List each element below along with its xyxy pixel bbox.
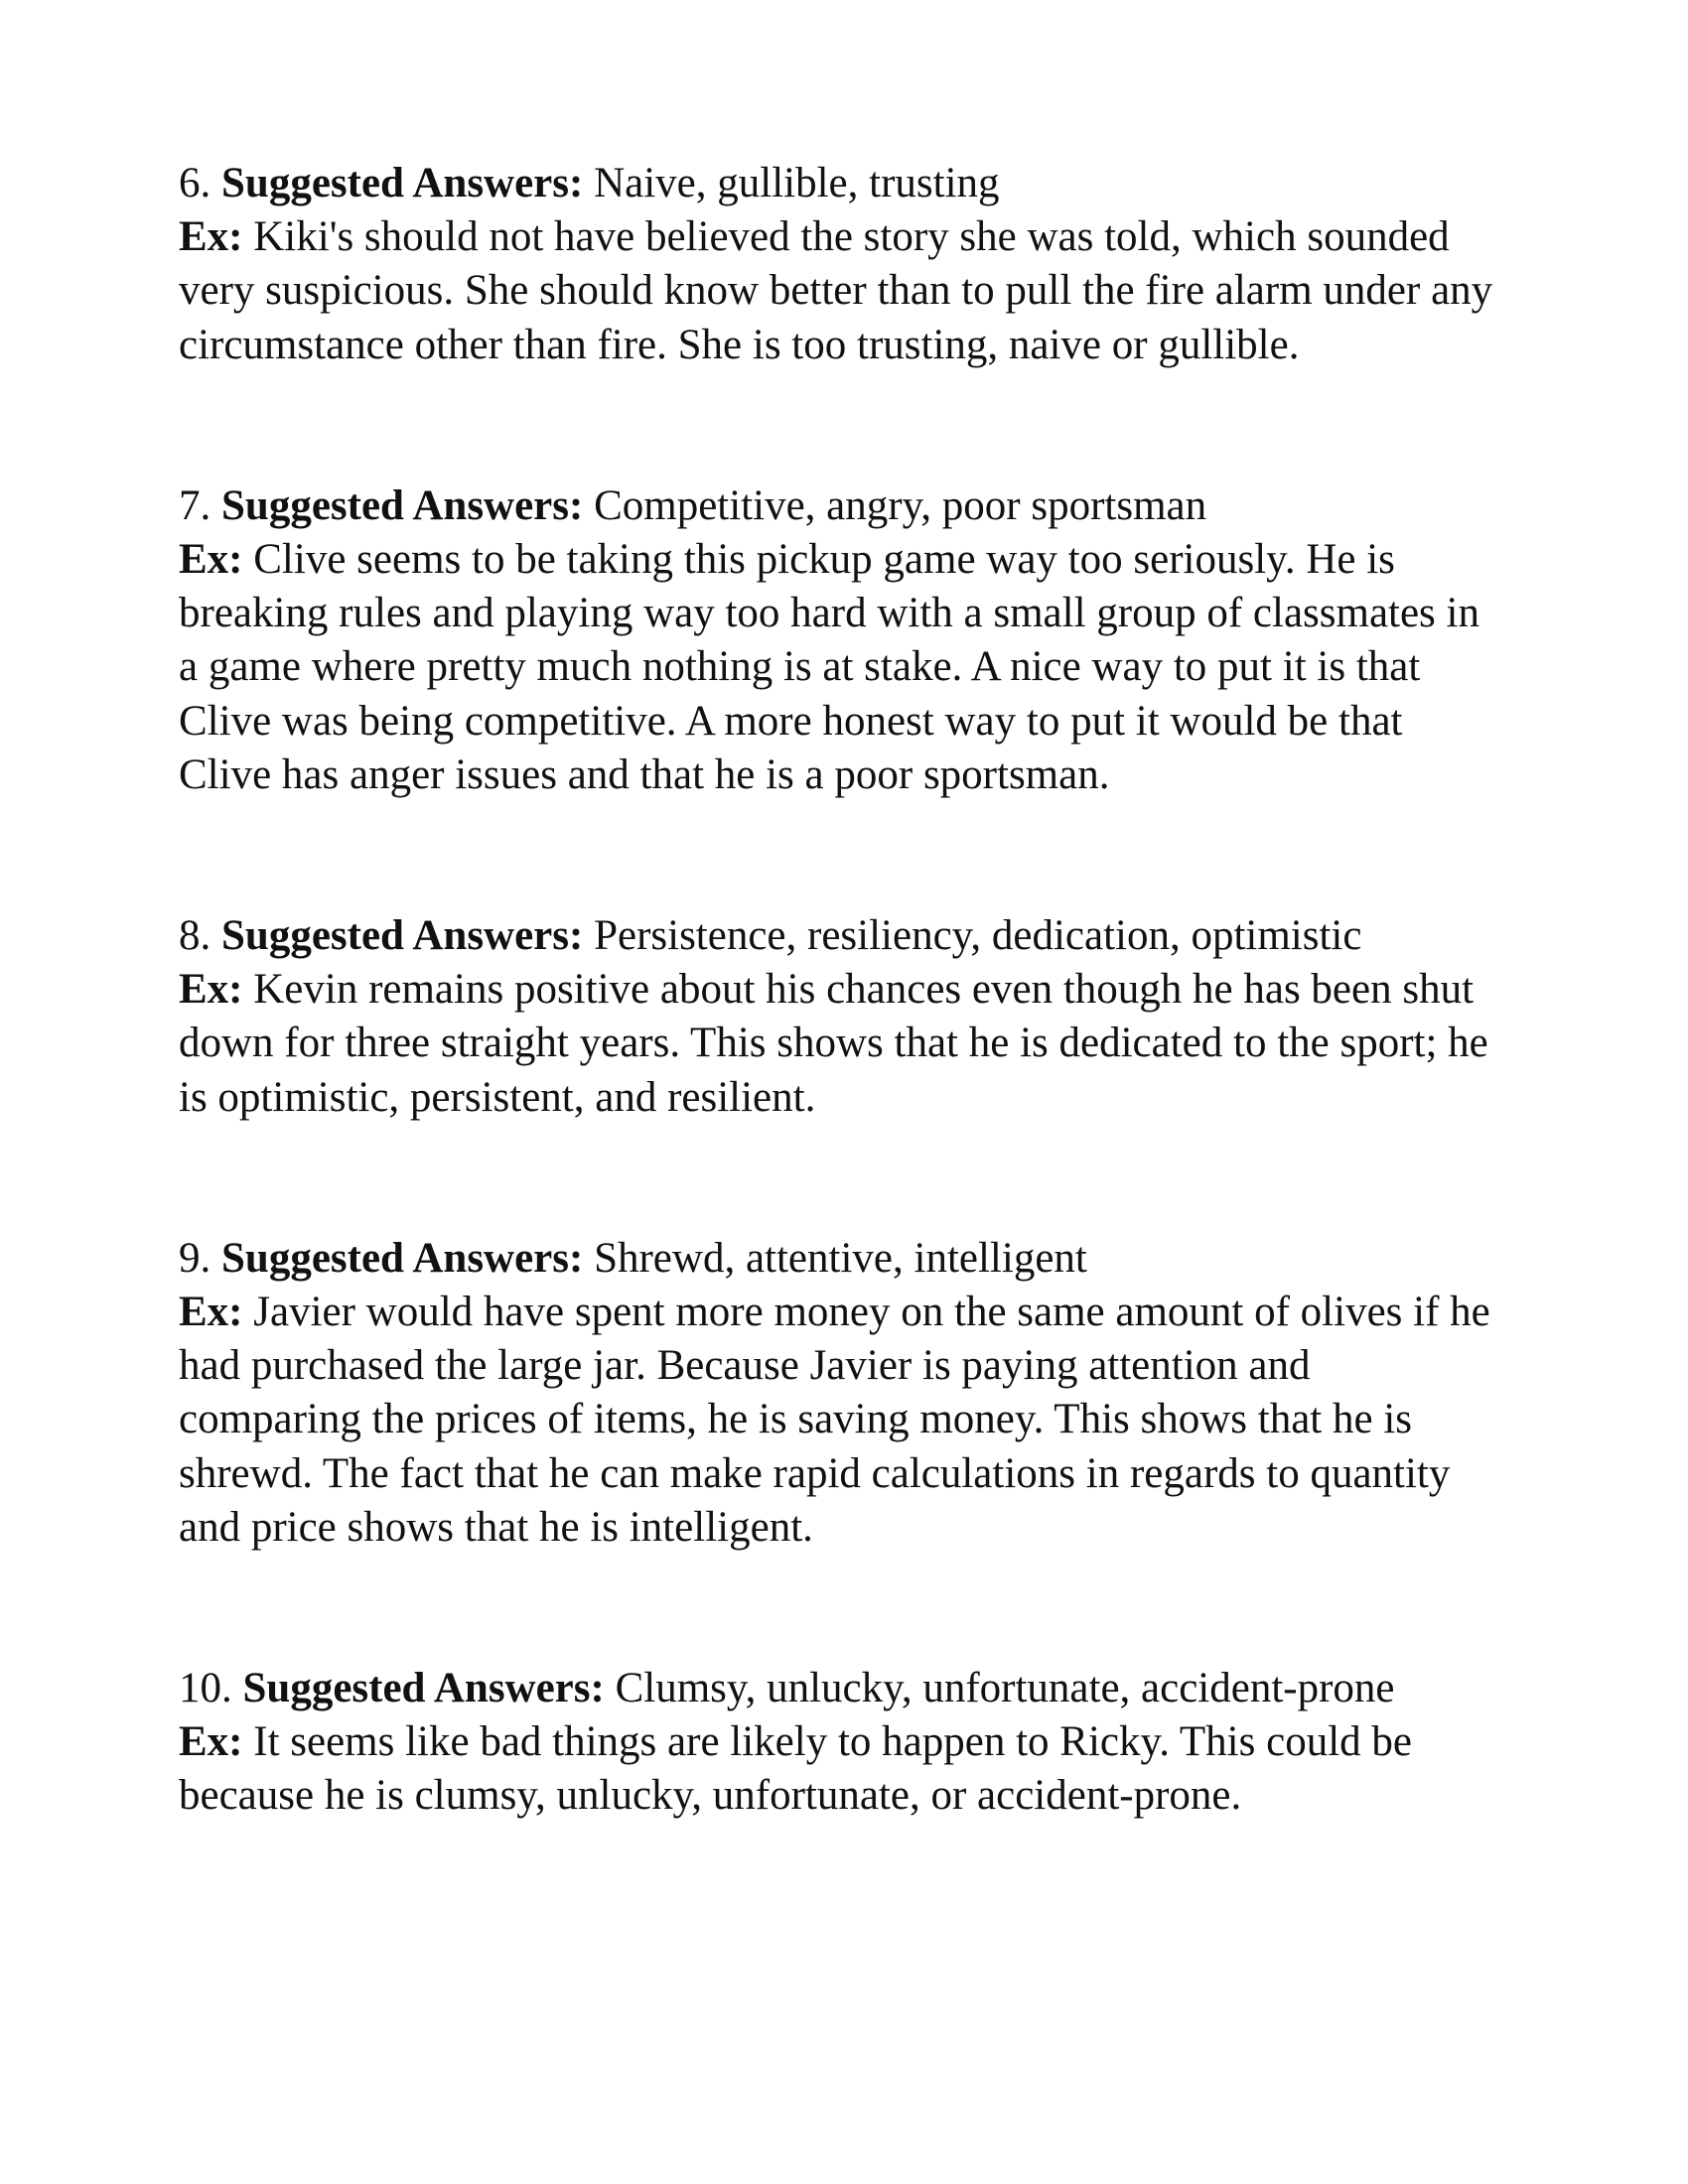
suggested-answers-label: Suggested Answers: xyxy=(221,160,584,206)
ex-label: Ex: xyxy=(179,1289,243,1336)
suggested-answers-label: Suggested Answers: xyxy=(221,1234,584,1282)
suggested-answers-line xyxy=(179,157,1499,210)
answer-9 xyxy=(179,1232,1499,1555)
suggested-answers-label: Suggested Answers: xyxy=(221,481,584,529)
ex-label: Ex: xyxy=(179,213,243,261)
question-number: 10. xyxy=(179,1665,232,1712)
ex-label: Ex: xyxy=(179,966,243,1014)
suggested-answers-text: Competitive, angry, poor sportsman xyxy=(594,481,1207,529)
answer-6 xyxy=(179,157,1499,372)
answer-10 xyxy=(179,1662,1499,1824)
suggested-answers-label: Suggested Answers: xyxy=(221,912,584,960)
answer-8 xyxy=(179,909,1499,1125)
explanation-text: Javier would have spent more money on the same amount of olives if he had purchased the large jar. Because Javier is paying attention and comparing the prices of items, he is saving money. This shows that he is shrewd. The fact that he can make rapid calculations in regards to quantity and price shows that he is intelligent. xyxy=(179,1289,1490,1551)
suggested-answers-text: Naive, gullible, trusting xyxy=(594,160,1000,206)
explanation-line xyxy=(179,963,1499,1125)
answer-key-page xyxy=(179,157,1499,1824)
suggested-answers-line xyxy=(179,1662,1499,1715)
ex-label: Ex: xyxy=(179,536,243,584)
answer-7 xyxy=(179,479,1499,802)
explanation-line xyxy=(179,210,1499,372)
explanation-line xyxy=(179,1286,1499,1555)
suggested-answers-line xyxy=(179,909,1499,963)
suggested-answers-text: Shrewd, attentive, intelligent xyxy=(594,1234,1087,1282)
question-number: 9. xyxy=(179,1234,211,1282)
explanation-line xyxy=(179,1715,1499,1823)
suggested-answers-text: Clumsy, unlucky, unfortunate, accident-prone xyxy=(615,1665,1395,1712)
question-number: 7. xyxy=(179,481,211,529)
explanation-text: Kiki's should not have believed the story she was told, which sounded very suspicious. She should know better than to pull the fire alarm under any circumstance other than fire. She is too trusting, naive or gullible. xyxy=(179,213,1493,368)
suggested-answers-line xyxy=(179,1232,1499,1286)
explanation-line xyxy=(179,533,1499,802)
suggested-answers-label: Suggested Answers: xyxy=(242,1665,605,1712)
suggested-answers-text: Persistence, resiliency, dedication, optimistic xyxy=(594,912,1362,960)
explanation-text: Kevin remains positive about his chances even though he has been shut down for three straight years. This shows that he is dedicated to the sport; he is optimistic, persistent, and resilient. xyxy=(179,966,1488,1121)
ex-label: Ex: xyxy=(179,1718,243,1766)
suggested-answers-line xyxy=(179,479,1499,533)
explanation-text: It seems like bad things are likely to happen to Ricky. This could be because he is clumsy, unlucky, unfortunate, or accident-prone. xyxy=(179,1718,1412,1820)
question-number: 8. xyxy=(179,912,211,960)
explanation-text: Clive seems to be taking this pickup game way too seriously. He is breaking rules and playing way too hard with a small group of classmates in a game where pretty much nothing is at stake. A nice way to put it is that Clive was being competitive. A more honest way to put it would be that Clive has anger issues and that he is a poor sportsman. xyxy=(179,536,1479,798)
question-number: 6. xyxy=(179,160,211,206)
